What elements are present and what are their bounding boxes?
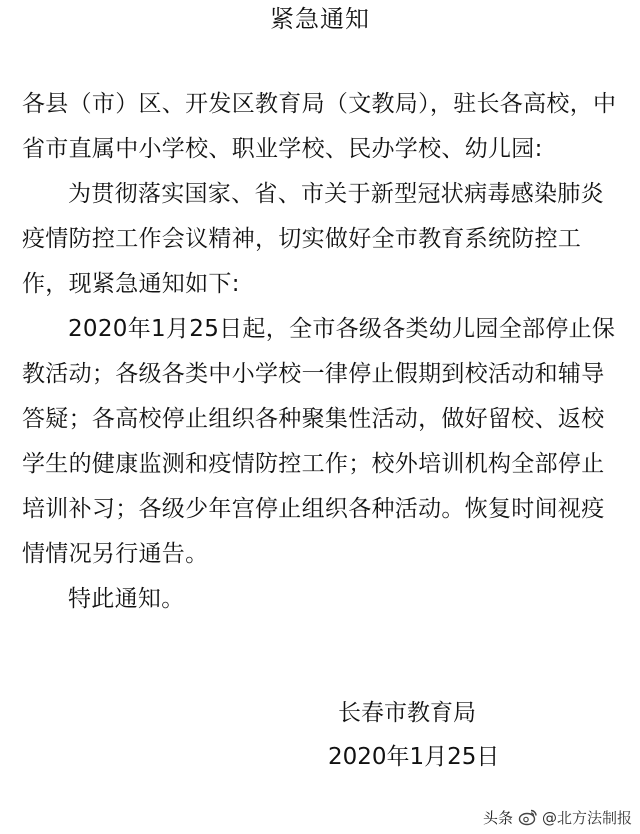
watermark-prefix: 头条	[482, 808, 513, 827]
notice-addressee: 各县（市）区、开发区教育局（文教局），驻长各高校，中省市直属中小学校、职业学校、民办学校、幼儿园:	[22, 91, 617, 162]
notice-body	[22, 82, 620, 622]
source-watermark	[483, 804, 632, 830]
notice-closing: 特此通知。	[68, 586, 185, 612]
watermark-source: @北方法制报	[541, 808, 632, 827]
weibo-icon	[518, 807, 538, 827]
signature-organization: 长春市教育局	[338, 700, 476, 726]
notice-title: 紧急通知	[270, 5, 370, 33]
notice-purpose: 为贯彻落实国家、省、市关于新型冠状病毒感染肺炎疫情防控工作会议精神，切实做好全市教育系统防控工作，现紧急通知如下:	[22, 181, 604, 297]
notice-measures: 2020年1月25日起，全市各级各类幼儿园全部停止保教活动；各级各类中小学校一律停止假期到校活动和辅导答疑；各高校停止组织各种聚集性活动，做好留校、返校学生的健康监测和疫情防控工作；校外培训机构全部停止培训补习；各级少年宫停止组织各种活动。恢复时间视疫情情况另行通告。	[22, 316, 616, 567]
signature-date: 2020年1月25日	[328, 744, 500, 770]
